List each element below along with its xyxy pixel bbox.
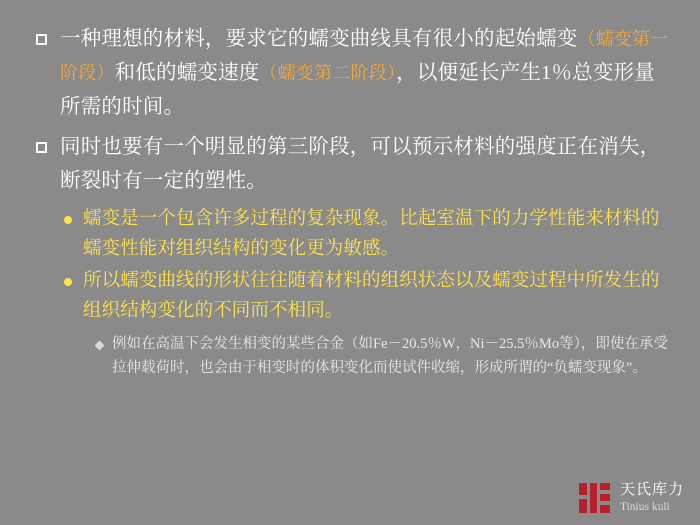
bullet-level3-1 [94, 332, 670, 380]
bullet-1-highlight2: （蠕变第二阶段） [259, 63, 397, 83]
bullet-1-part2: 和低的蠕变速度 [114, 62, 260, 84]
bullet-level1-2-text [60, 130, 670, 198]
square-bullet-icon [36, 142, 47, 153]
watermark-text [620, 482, 684, 514]
brand-logo-icon [578, 481, 612, 515]
bullet-level2-1 [62, 204, 670, 264]
bullet-level2-2 [62, 266, 670, 326]
watermark-en: Tinius kuli [619, 501, 670, 514]
bullet-level1-2 [32, 130, 670, 198]
bullet-2-part1: 同时也要有一个明显的第三阶段，可以预示材料的强度正在消失，断裂时有一定的塑性。 [60, 136, 661, 192]
square-bullet-icon [36, 34, 47, 45]
dot-bullet-icon [64, 278, 72, 286]
watermark [578, 481, 684, 515]
bullet-1-part3: ，以便延长产生1％总变形量所需的时间。 [60, 62, 655, 118]
bullet-level2-2-text: 所以蠕变曲线的形状往往随着材料的组织状态以及蠕变过程中所发生的组织结构变化的不同而不相同。 [83, 271, 660, 321]
bullet-level2-1-text: 蠕变是一个包含许多过程的复杂现象。比起室温下的力学性能来材料的蠕变性能对组织结构的变化更为敏感。 [83, 209, 660, 259]
bullet-level3-1-text: 例如在高温下会发生相变的某些合金（如Fe－20.5％W，Ni－25.5％Mo等），即使在承受拉伸载荷时，也会由于相变时的体积变化而使试件收缩，形成所谓的“负蠕变现象”。 [112, 336, 668, 376]
diamond-bullet-icon [95, 341, 105, 351]
watermark-cn: 天氏库力 [619, 480, 684, 498]
dot-bullet-icon [64, 216, 72, 224]
bullet-1-highlight1: （蠕变第一阶段） [60, 29, 669, 83]
bullet-level1-1-text [60, 22, 670, 124]
bullet-level1-1 [32, 22, 670, 124]
bullet-1-part1: 一种理想的材料，要求它的蠕变曲线具有很小的起始蠕变 [60, 28, 578, 50]
